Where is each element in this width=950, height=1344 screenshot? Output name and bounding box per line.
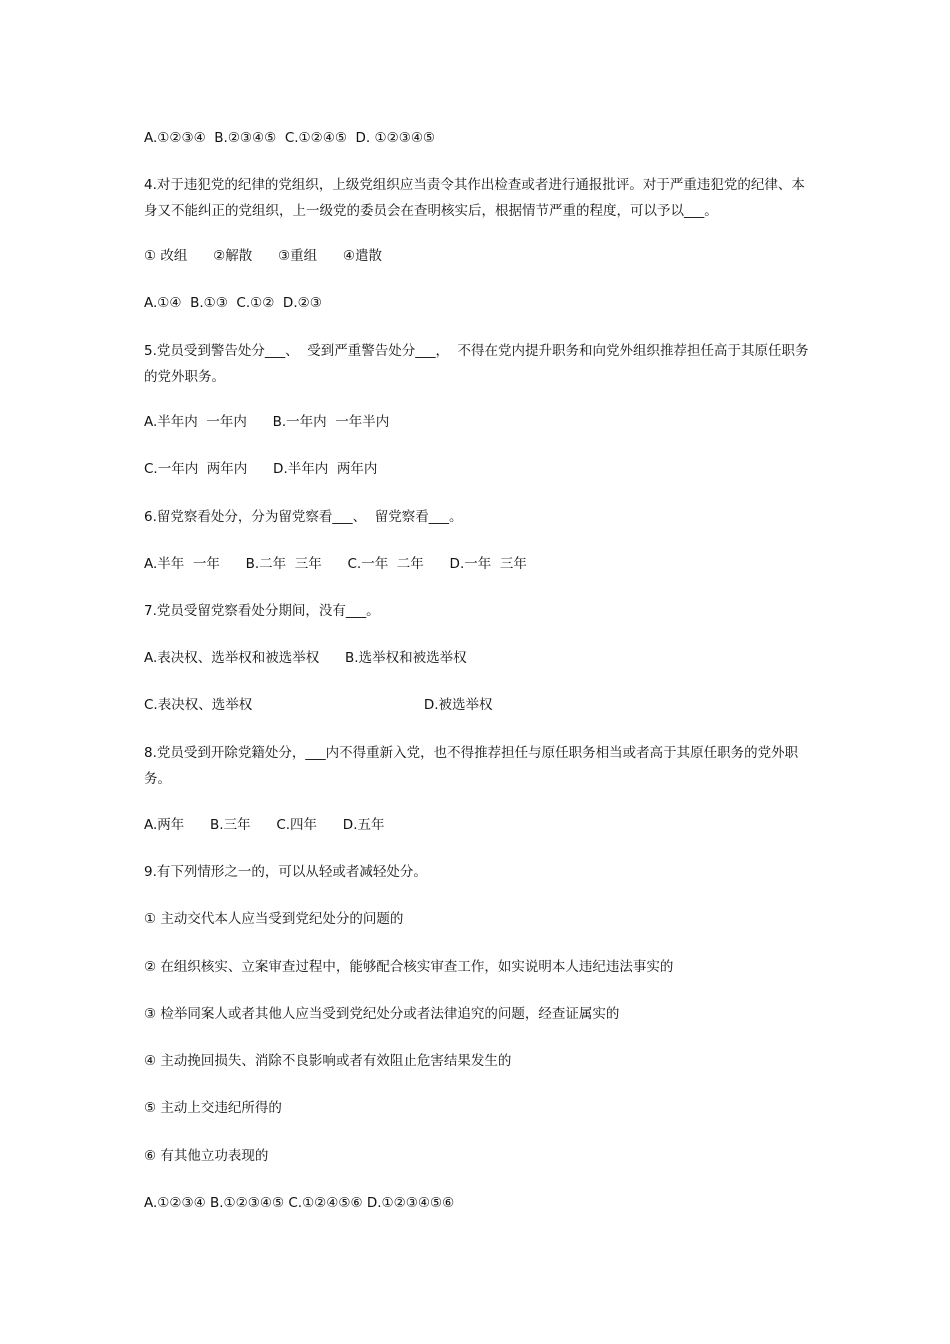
- q5-stem: 5.党员受到警告处分___、 受到严重警告处分___， 不得在党内提升职务和向党外组织推荐担任高于其原任职务的党外职务。: [144, 343, 809, 385]
- q9-options: A.①②③④ B.①②③④⑤ C.①②④⑤⑥ D.①②③④⑤⑥: [144, 1195, 455, 1211]
- q9-stem: 9.有下列情形之一的，可以从轻或者减轻处分。: [144, 864, 427, 880]
- q8-options: A.两年 B.三年 C.四年 D.五年: [144, 817, 385, 833]
- q4-choices: ① 改组 ②解散 ③重组 ④遣散: [144, 248, 382, 264]
- q9-item-2: ② 在组织核实、立案审查过程中，能够配合核实审查工作，如实说明本人违纪违法事实的: [144, 959, 674, 975]
- q9-item-3: ③ 检举同案人或者其他人应当受到党纪处分或者法律追究的问题，经查证属实的: [144, 1006, 620, 1022]
- q4-stem: 4.对于违犯党的纪律的党组织，上级党组织应当责令其作出检查或者进行通报批评。对于严重违犯党的纪律、本身又不能纠正的党组织，上一级党的委员会在查明核实后，根据情节严重的程度，可以予以___。: [144, 177, 805, 219]
- q9-item-5: ⑤ 主动上交违纪所得的: [144, 1100, 282, 1116]
- q7-options-ab: A.表决权、选举权和被选举权 B.选举权和被选举权: [144, 650, 467, 666]
- q9-item-1: ① 主动交代本人应当受到党纪处分的问题的: [144, 911, 404, 927]
- q5-options-cd: C.一年内 两年内 D.半年内 两年内: [144, 461, 378, 477]
- q3-options: A.①②③④ B.②③④⑤ C.①②④⑤ D. ①②③④⑤: [144, 130, 436, 146]
- q4-options: A.①④ B.①③ C.①② D.②③: [144, 295, 322, 311]
- q9-item-6: ⑥ 有其他立功表现的: [144, 1148, 269, 1164]
- q7-stem: 7.党员受留党察看处分期间，没有___。: [144, 603, 380, 619]
- q9-item-4: ④ 主动挽回损失、消除不良影响或者有效阻止危害结果发生的: [144, 1053, 512, 1069]
- q6-stem: 6.留党察看处分，分为留党察看___、 留党察看___。: [144, 509, 463, 525]
- q7-options-cd: C.表决权、选举权 D.被选举权: [144, 697, 493, 713]
- q6-options: A.半年 一年 B.二年 三年 C.一年 二年 D.一年 三年: [144, 556, 527, 572]
- q8-stem: 8.党员受到开除党籍处分，___内不得重新入党，也不得推荐担任与原任职务相当或者高于其原任职务的党外职务。: [144, 745, 799, 787]
- q5-options-ab: A.半年内 一年内 B.一年内 一年半内: [144, 414, 390, 430]
